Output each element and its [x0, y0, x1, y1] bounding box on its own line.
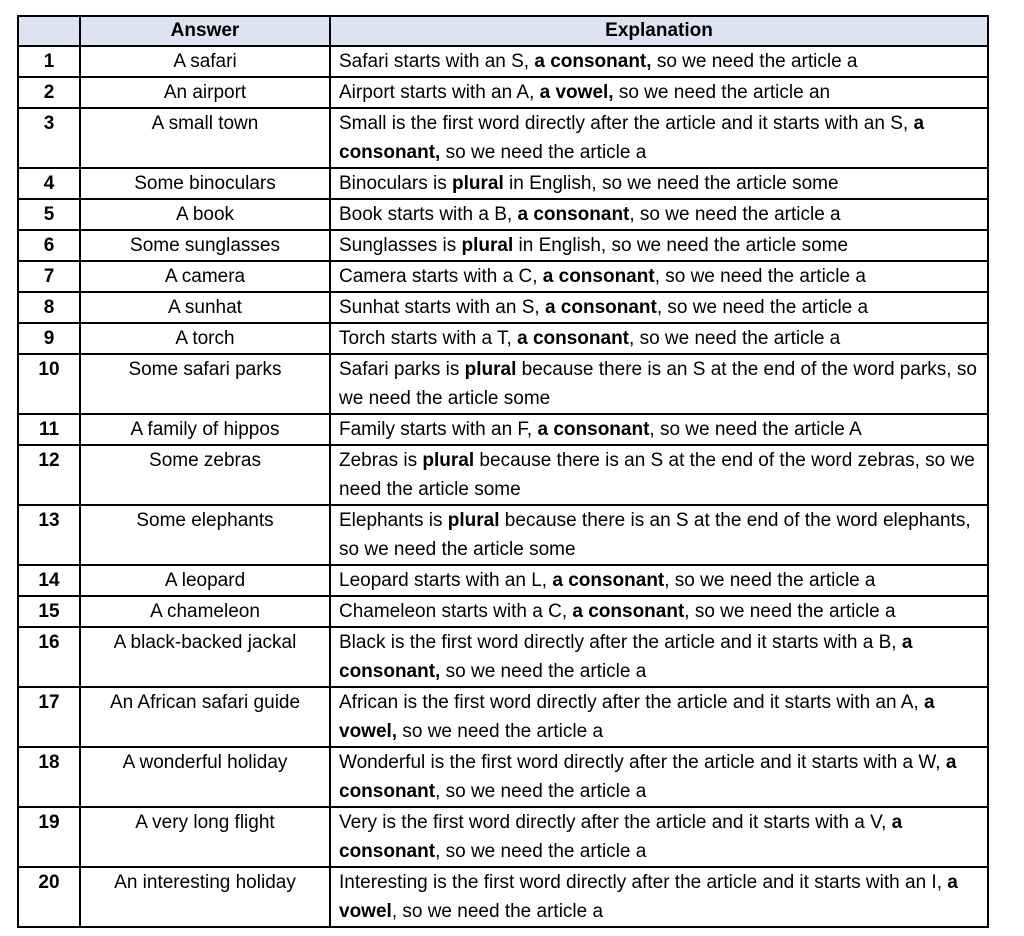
explanation-cell	[330, 108, 988, 168]
row-number: 9	[18, 323, 80, 354]
answer-column-header: Answer	[80, 16, 330, 46]
explanation-cell	[330, 354, 988, 414]
explanation-emphasis: a consonant,	[339, 632, 913, 682]
answer-cell: A black-backed jackal	[80, 627, 330, 687]
explanation-emphasis: a consonant	[517, 204, 630, 225]
answer-cell: A very long flight	[80, 807, 330, 867]
table-row	[18, 230, 988, 261]
table-header	[18, 16, 988, 46]
explanation-cell	[330, 292, 988, 323]
explanation-cell	[330, 627, 988, 687]
row-number: 5	[18, 199, 80, 230]
explanation-cell	[330, 505, 988, 565]
explanation-emphasis: a consonant	[339, 752, 957, 802]
explanation-text: , so we need the article a	[629, 328, 841, 349]
explanation-text: Elephants is	[339, 510, 448, 531]
explanation-text: so we need the article a	[440, 661, 647, 682]
explanation-text: Book starts with a B,	[339, 204, 518, 225]
explanation-text: Chameleon starts with a C,	[339, 601, 573, 622]
row-number: 8	[18, 292, 80, 323]
table-row	[18, 687, 988, 747]
table-row	[18, 323, 988, 354]
explanation-text: Torch starts with a T,	[339, 328, 518, 349]
explanation-cell	[330, 687, 988, 747]
explanation-emphasis: a vowel,	[339, 692, 935, 742]
explanation-text: African is the first word directly after the article and it starts with an A,	[339, 692, 925, 713]
explanation-emphasis: a consonant	[542, 266, 655, 287]
explanation-emphasis: a consonant	[517, 328, 630, 349]
explanation-text: Family starts with an F,	[339, 419, 538, 440]
row-number: 10	[18, 354, 80, 414]
explanation-emphasis: a consonant	[552, 570, 665, 591]
answer-cell: A sunhat	[80, 292, 330, 323]
explanation-emphasis: a consonant	[339, 812, 903, 862]
explanation-emphasis: a vowel,	[539, 82, 614, 103]
explanation-text: in English, so we need the article some	[503, 173, 839, 194]
table-row	[18, 199, 988, 230]
row-number: 15	[18, 596, 80, 627]
explanation-text: Leopard starts with an L,	[339, 570, 553, 591]
row-number: 13	[18, 505, 80, 565]
answer-cell: A camera	[80, 261, 330, 292]
answer-cell: A small town	[80, 108, 330, 168]
answer-cell: Some zebras	[80, 445, 330, 505]
answer-cell: An airport	[80, 77, 330, 108]
explanation-cell	[330, 747, 988, 807]
explanation-emphasis: a vowel	[339, 872, 958, 922]
table-row	[18, 867, 988, 927]
row-number: 17	[18, 687, 80, 747]
row-number: 19	[18, 807, 80, 867]
explanation-text: Sunglasses is	[339, 235, 462, 256]
answer-cell: Some elephants	[80, 505, 330, 565]
explanation-text: Camera starts with a C,	[339, 266, 543, 287]
explanation-emphasis: plural	[422, 450, 475, 471]
explanation-text: , so we need the article a	[629, 204, 841, 225]
header-row	[18, 16, 988, 46]
explanation-cell	[330, 596, 988, 627]
row-number: 16	[18, 627, 80, 687]
table-row	[18, 565, 988, 596]
explanation-text: Black is the first word directly after the article and it starts with a B,	[339, 632, 902, 653]
explanation-text: Airport starts with an A,	[339, 82, 540, 103]
explanation-text: , so we need the article a	[664, 570, 876, 591]
answer-cell: Some binoculars	[80, 168, 330, 199]
explanation-text: so we need the article a	[651, 51, 858, 72]
explanation-emphasis: a consonant,	[534, 51, 652, 72]
explanation-text: , so we need the article a	[684, 601, 896, 622]
explanation-text: , so we need the article a	[656, 297, 869, 318]
explanation-emphasis: a consonant	[544, 297, 657, 318]
table-row	[18, 445, 988, 505]
explanation-emphasis: plural	[464, 359, 517, 380]
row-number: 2	[18, 77, 80, 108]
explanation-emphasis: a consonant	[537, 419, 650, 440]
explanation-cell	[330, 565, 988, 596]
table-row	[18, 627, 988, 687]
explanation-text: , so we need the article a	[435, 781, 647, 802]
number-column-header	[18, 16, 80, 46]
explanation-text: Very is the first word directly after the article and it starts with a V,	[339, 812, 892, 833]
row-number: 12	[18, 445, 80, 505]
answer-cell: Some safari parks	[80, 354, 330, 414]
explanation-column-header: Explanation	[330, 16, 988, 46]
table-row	[18, 354, 988, 414]
table-row	[18, 505, 988, 565]
answer-cell: A leopard	[80, 565, 330, 596]
explanation-text: Interesting is the first word directly after the article and it starts with an I,	[339, 872, 948, 893]
explanation-text: Safari starts with an S,	[339, 51, 535, 72]
explanation-text: so we need the article an	[613, 82, 831, 103]
row-number: 3	[18, 108, 80, 168]
explanation-cell	[330, 230, 988, 261]
explanation-cell	[330, 199, 988, 230]
explanation-text: , so we need the article a	[435, 841, 647, 862]
table-row	[18, 292, 988, 323]
explanation-text: Zebras is	[339, 450, 423, 471]
table-row	[18, 261, 988, 292]
answer-cell: A torch	[80, 323, 330, 354]
explanation-text: in English, so we need the article some	[513, 235, 849, 256]
explanation-text: because there is an S at the end of the word parks, so we need the article some	[339, 359, 977, 409]
answer-cell: A family of hippos	[80, 414, 330, 445]
table-row	[18, 807, 988, 867]
explanation-cell	[330, 323, 988, 354]
explanation-emphasis: plural	[461, 235, 514, 256]
explanation-cell	[330, 261, 988, 292]
row-number: 11	[18, 414, 80, 445]
explanation-emphasis: plural	[447, 510, 500, 531]
answer-cell: An interesting holiday	[80, 867, 330, 927]
explanation-text: , so we need the article a	[391, 901, 604, 922]
explanation-cell	[330, 807, 988, 867]
answer-cell: A chameleon	[80, 596, 330, 627]
row-number: 7	[18, 261, 80, 292]
table-row	[18, 168, 988, 199]
explanation-text: , so we need the article a	[654, 266, 866, 287]
explanation-cell	[330, 414, 988, 445]
explanation-emphasis: plural	[452, 173, 504, 194]
row-number: 6	[18, 230, 80, 261]
answer-cell: An African safari guide	[80, 687, 330, 747]
answer-cell: Some sunglasses	[80, 230, 330, 261]
table-row	[18, 77, 988, 108]
explanation-text: Wonderful is the first word directly after the article and it starts with a W,	[339, 752, 946, 773]
explanation-emphasis: a consonant	[572, 601, 685, 622]
explanation-text: so we need the article a	[440, 142, 647, 163]
row-number: 1	[18, 46, 80, 77]
explanation-text: Safari parks is	[339, 359, 465, 380]
table-row	[18, 108, 988, 168]
explanation-text: Binoculars is	[339, 173, 452, 194]
explanation-cell	[330, 867, 988, 927]
explanation-cell	[330, 445, 988, 505]
answer-cell: A book	[80, 199, 330, 230]
table-row	[18, 46, 988, 77]
explanation-text: Sunhat starts with an S,	[339, 297, 545, 318]
explanation-cell	[330, 77, 988, 108]
table-row	[18, 596, 988, 627]
table-body	[18, 46, 988, 927]
table-row	[18, 747, 988, 807]
explanation-text: , so we need the article A	[649, 419, 862, 440]
explanation-cell	[330, 46, 988, 77]
row-number: 18	[18, 747, 80, 807]
table-row	[18, 414, 988, 445]
row-number: 14	[18, 565, 80, 596]
explanation-text: so we need the article a	[397, 721, 604, 742]
explanation-cell	[330, 168, 988, 199]
explanation-emphasis: a consonant,	[339, 113, 925, 163]
answer-cell: A safari	[80, 46, 330, 77]
explanation-text: because there is an S at the end of the word zebras, so we need the article some	[339, 450, 975, 500]
row-number: 4	[18, 168, 80, 199]
answer-table	[17, 15, 989, 928]
explanation-text: Small is the first word directly after the article and it starts with an S,	[339, 113, 914, 134]
answer-cell: A wonderful holiday	[80, 747, 330, 807]
row-number: 20	[18, 867, 80, 927]
explanation-text: because there is an S at the end of the word elephants, so we need the article some	[339, 510, 971, 560]
